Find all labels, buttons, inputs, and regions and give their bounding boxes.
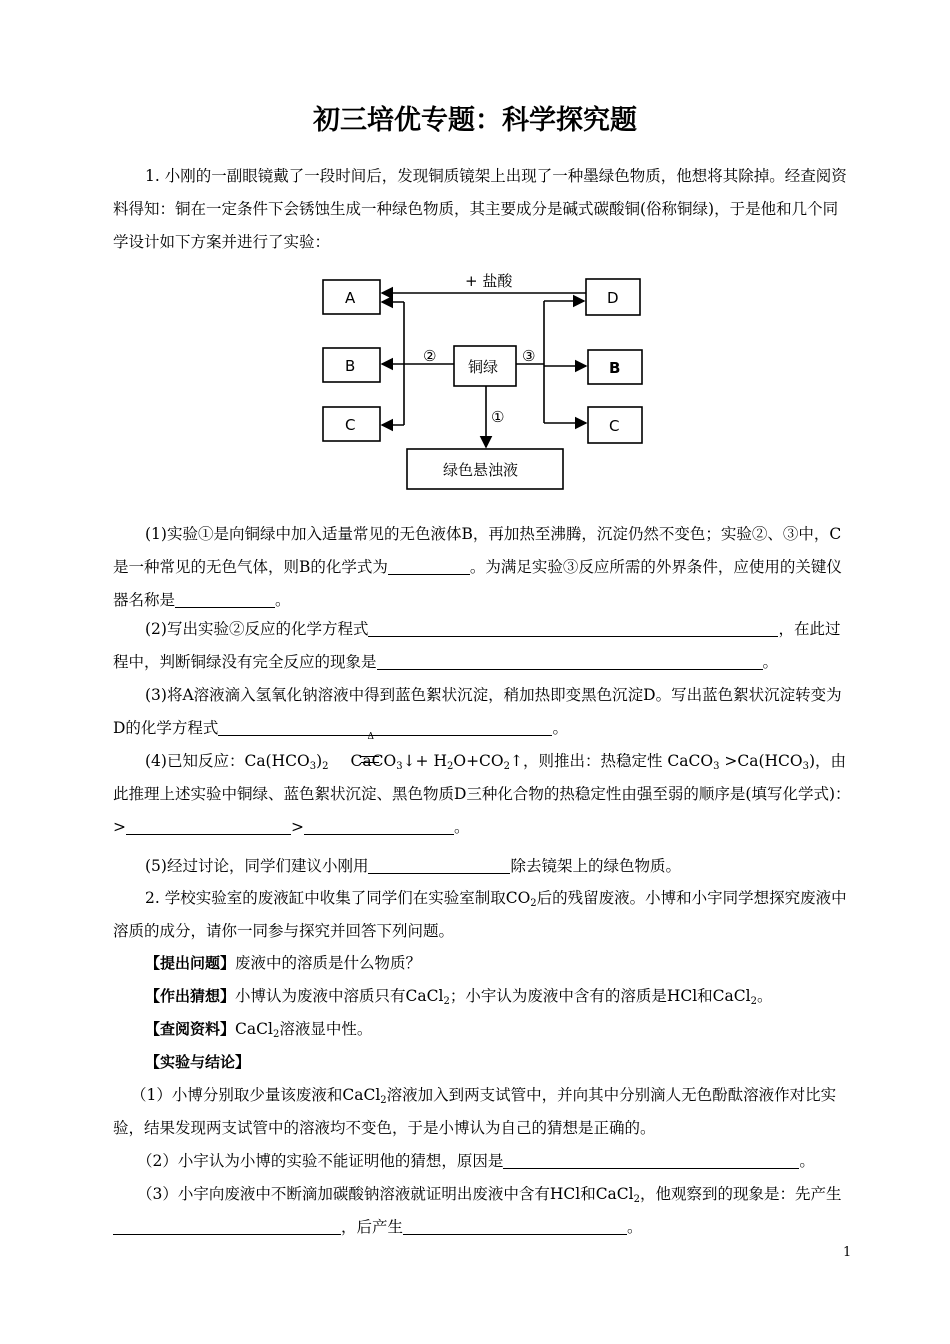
blank-phenomenon[interactable] xyxy=(377,653,763,670)
label-num-3: ③ xyxy=(522,347,536,365)
q2-exp-3: （3）小宇向废液中不断滴加碳酸钠溶液就证明出废液中含有HCl和CaCl$_2$，他观察到的现象是：先产生，后产生 。 xyxy=(113,1178,853,1244)
blank-first-phenomenon[interactable] xyxy=(113,1218,341,1235)
blank-equation-2[interactable] xyxy=(368,620,778,637)
label-left-a: A xyxy=(345,289,356,307)
label-right-b: B xyxy=(609,359,621,377)
q2-exp-1: （1）小博分别取少量该废液和CaCl$_2$溶液加入到两支试管中，并向其中分别滴人无色酚酞溶液作对比实验，结果发现两支试管中的溶液均不变色，于是小博认为自己的猜想是正确的。 xyxy=(113,1086,837,1137)
q1-part4: (4)已知反应：$Ca(HCO_3)_2$ Δ CaCO$_3$↓+ $H_2O+CO_2↑$，则推出：热稳定性 CaCO$_3$ $>Ca(HCO_3)$，由此推理上述实验中铜绿、蓝色絮状沉淀、黑色物质D三种化合物的热稳定性由强至弱的顺序是(填写化学式)： > > 。 xyxy=(113,732,851,836)
q1-intro: 1. 小刚的一副眼镜戴了一段时间后，发现铜质镜架上出现了一种墨绿色物质，他想将其除掉。经查阅资料得知：铜在一定条件下会锈蚀生成一种绿色物质，其主要成分是碱式碳酸铜(俗称铜绿)，于是他和几个同学设计如下方案并进行了实验： xyxy=(113,167,847,251)
label-center: 铜绿 xyxy=(468,358,499,376)
q1-part2: (2)写出实验②反应的化学方程式 ，在此过程中，判断铜绿没有完全反应的现象是 。 xyxy=(113,620,841,671)
q2-intro: 2. 学校实验室的废液缸中收集了同学们在实验室制取$CO_2$后的残留废液。小博和小宇同学想探究废液中溶质的成分，请你一同参与探究并回答下列问题。 xyxy=(113,889,847,940)
acid-label: + 盐酸 xyxy=(465,272,513,290)
q2-exp-heading: 【实验与结论】 xyxy=(145,1053,251,1071)
blank-equation-3[interactable] xyxy=(218,719,552,736)
label-num-1: ① xyxy=(491,408,505,426)
blank-stability-3[interactable] xyxy=(304,818,454,835)
label-right-c: C xyxy=(609,417,620,435)
blank-stability-2[interactable] xyxy=(126,818,291,835)
blank-b-formula[interactable] xyxy=(388,558,470,575)
blank-reason[interactable] xyxy=(503,1152,799,1169)
reaction-diagram xyxy=(310,268,650,498)
heat-equals-sign: Δ xyxy=(329,745,351,778)
q1-part5: (5)经过讨论，同学们建议小刚用 除去镜架上的绿色物质。 xyxy=(145,857,681,875)
label-left-c: C xyxy=(345,416,356,434)
page-number: 1 xyxy=(843,1245,852,1260)
label-bottom: 绿色悬浊液 xyxy=(443,461,519,479)
q2-info: 【查阅资料】CaCl$_2$溶液显中性。 xyxy=(145,1020,373,1040)
blank-instrument[interactable] xyxy=(175,591,275,608)
q1-part1: (1)实验①是向铜绿中加入适量常见的无色液体B，再加热至沸腾，沉淀仍然不变色；实验②、③中，C是一种常见的无色气体，则B的化学式为 。为满足实验③反应所需的外界条件，应使用的关键仪器名称是 。 xyxy=(113,525,842,609)
page-title: 初三培优专题：科学探究题 xyxy=(313,105,637,136)
blank-second-phenomenon[interactable] xyxy=(403,1218,627,1235)
label-num-2: ② xyxy=(423,347,437,365)
blank-remover[interactable] xyxy=(368,857,510,874)
label-left-b: B xyxy=(345,357,356,375)
q2-ask: 【提出问题】废液中的溶质是什么物质？ xyxy=(145,954,422,972)
q1-part3: (3)将A溶液滴入氢氧化钠溶液中得到蓝色絮状沉淀，稍加热即变黑色沉淀D。写出蓝色絮状沉淀转变为D的化学方程式 。 xyxy=(113,686,842,737)
q2-guess: 【作出猜想】小博认为废液中溶质只有CaCl$_2$；小宇认为废液中含有的溶质是HCl和CaCl$_2$。 xyxy=(145,987,773,1007)
q2-exp-2: （2）小宇认为小博的实验不能证明他的猜想，原因是 。 xyxy=(137,1152,815,1170)
label-right-d: D xyxy=(607,289,619,307)
